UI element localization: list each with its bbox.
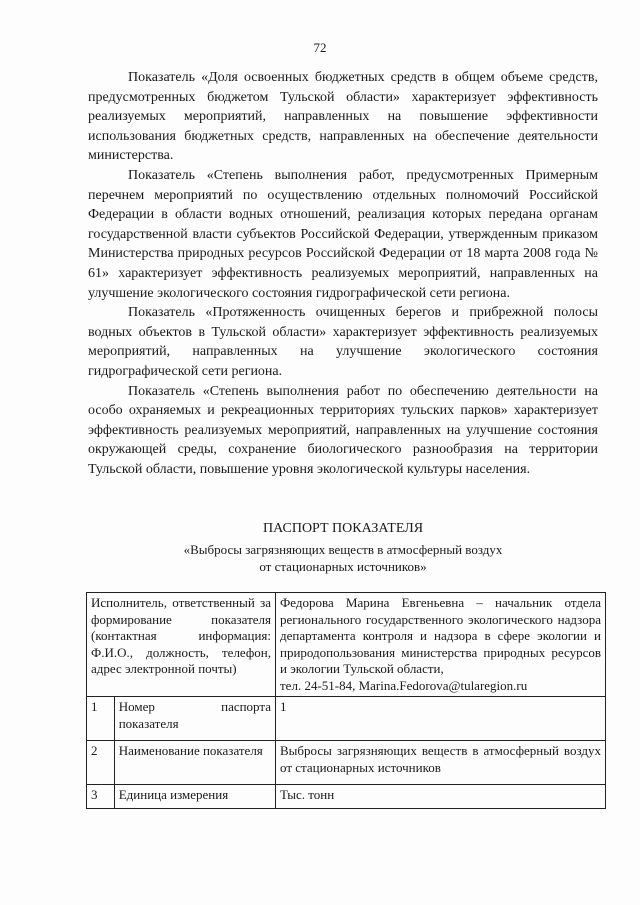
row-number: 1	[87, 697, 115, 741]
table-row	[87, 593, 606, 697]
passport-table	[86, 592, 606, 809]
row-number: 3	[87, 785, 115, 809]
row-value: 1	[276, 697, 606, 741]
passport-title: ПАСПОРТ ПОКАЗАТЕЛЯ	[262, 521, 424, 536]
table-row	[87, 785, 606, 809]
paragraph: Показатель «Степень выполнения работ по обеспечению деятельности на особо охраняемых и рекреационных территориях тульских парков» характеризует эффективность реализуемых мероприятий, направленных на улучшение состояния окружающей среды, сохранение биологического разнообразия на территории Тульской области, повышение уровня экологической культуры населения.	[88, 383, 598, 477]
row-value: Выбросы загрязняющих веществ в атмосферный воздух от стационарных источников	[276, 741, 606, 785]
body-text	[88, 68, 598, 479]
table-row	[87, 697, 606, 741]
paragraph: Показатель «Степень выполнения работ, предусмотренных Примерным перечнем мероприятий по осуществлению отдельных полномочий Российской Федерации в области водных отношений, реализация которых передана органам государственной власти субъектов Российской Федерации, утвержденным приказом Министерства природных ресурсов Российской Федерации от 18 марта 2008 года № 61» характеризует эффективность реализуемых мероприятий, направленных на улучшение экологического состояния гидрографической сети региона.	[88, 167, 598, 301]
executor-label-cell: Исполнитель, ответственный за формирование показателя (контактная информация: Ф.И.О., должность, телефон, адрес электронной почты)	[87, 593, 276, 697]
row-number: 2	[87, 741, 115, 785]
executor-value: Федорова Марина Евгеньевна – начальник отдела регионального государственного экологического надзора департамента контроля и надзора в сфере экологии и природопользования министерства природных ресурсов и экологии Тульской области,	[280, 595, 601, 676]
paragraph: Показатель «Доля освоенных бюджетных средств в общем объеме средств, предусмотренных бюджетом Тульской области» характеризует эффективность реализуемых мероприятий, направленных на повышение эффективности использования бюджетных средств, направленных на обеспечение деятельности министерства.	[88, 70, 598, 164]
executor-value-cell	[276, 593, 606, 697]
executor-contact: тел. 24-51-84, Marina.Fedorova@tularegion.ru	[280, 677, 528, 693]
passport-subtitle	[88, 541, 598, 575]
row-label: Единица измерения	[114, 785, 275, 809]
passport-subtitle-line: «Выбросы загрязняющих веществ в атмосферный воздух	[183, 542, 503, 557]
page-number: 72	[313, 40, 327, 55]
passport-subtitle-line: от стационарных источников»	[259, 559, 427, 574]
row-value: Тыс. тонн	[276, 785, 606, 809]
row-label: Наименование показателя	[114, 741, 275, 785]
paragraph: Показатель «Протяженность очищенных берегов и прибрежной полосы водных объектов в Тульской области» характеризует эффективность реализуемых мероприятий, направленных на улучшение экологического состояния гидрографической сети региона.	[88, 305, 598, 379]
table-row	[87, 741, 606, 785]
row-label: Номер паспорта показателя	[114, 697, 275, 741]
